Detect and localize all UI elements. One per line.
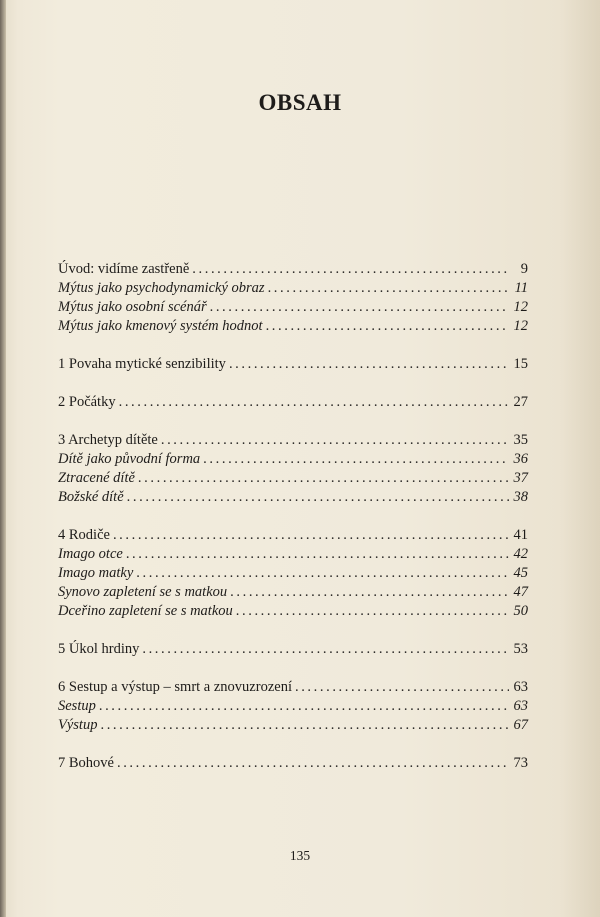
toc-leader-dots	[99, 697, 509, 716]
toc-entry	[58, 393, 528, 412]
toc-entry-label: Božské dítě	[58, 489, 124, 505]
toc-subentry	[58, 564, 528, 583]
toc-leader-dots	[230, 583, 509, 602]
toc-entry-page: 12	[513, 318, 528, 334]
toc-group-chapter-2	[58, 393, 528, 412]
toc-entry-page: 12	[513, 299, 528, 315]
toc-entry-page: 11	[514, 280, 528, 296]
toc-subentry	[58, 279, 528, 298]
toc-entry-page: 50	[513, 603, 528, 619]
page-title: OBSAH	[258, 90, 342, 115]
toc-entry-label: Dceřino zapletení se s matkou	[58, 603, 233, 619]
toc-entry-page: 63	[513, 698, 528, 714]
toc-leader-dots	[203, 450, 509, 469]
toc-leader-dots	[192, 260, 509, 279]
toc-entry	[58, 260, 528, 279]
binding-edge	[0, 0, 6, 917]
toc-leader-dots	[136, 564, 509, 583]
toc-entry-label: Mýtus jako psychodynamický obraz	[58, 280, 265, 296]
toc-entry	[58, 526, 528, 545]
toc-entry	[58, 640, 528, 659]
toc-entry-page: 45	[513, 565, 528, 581]
toc-entry-label: Výstup	[58, 717, 98, 733]
toc-group-intro	[58, 260, 528, 336]
toc-subentry	[58, 488, 528, 507]
toc-subentry	[58, 298, 528, 317]
toc-group-chapter-5	[58, 640, 528, 659]
toc-entry-label: 2 Počátky	[58, 394, 116, 410]
toc-subentry	[58, 469, 528, 488]
toc-entry-page: 63	[513, 679, 528, 695]
toc-leader-dots	[268, 279, 509, 298]
toc-leader-dots	[142, 640, 509, 659]
toc-group-chapter-4	[58, 526, 528, 621]
toc-entry-page: 67	[513, 717, 528, 733]
toc-entry-label: Úvod: vidíme zastřeně	[58, 261, 190, 277]
toc-leader-dots	[127, 488, 509, 507]
toc-entry-page: 15	[513, 356, 528, 372]
toc-entry-label: 5 Úkol hrdiny	[58, 641, 140, 657]
toc-subentry	[58, 317, 528, 336]
toc-entry-label: 4 Rodiče	[58, 527, 110, 543]
toc-group-chapter-7	[58, 754, 528, 773]
toc-entry	[58, 678, 528, 697]
toc-leader-dots	[295, 678, 509, 697]
toc-subentry	[58, 583, 528, 602]
toc-leader-dots	[138, 469, 509, 488]
toc-entry-page: 9	[520, 261, 528, 277]
toc-entry-page: 35	[513, 432, 528, 448]
toc-entry	[58, 431, 528, 450]
toc-leader-dots	[100, 716, 509, 735]
toc-entry-label: 7 Bohové	[58, 755, 114, 771]
toc-subentry	[58, 697, 528, 716]
page-number: 135	[289, 848, 311, 863]
toc-subentry	[58, 716, 528, 735]
toc-entry-label: 1 Povaha mytické senzibility	[58, 356, 226, 372]
toc-subentry	[58, 450, 528, 469]
toc-entry-label: Sestup	[58, 698, 96, 714]
toc-entry-label: Dítě jako původní forma	[58, 451, 201, 467]
toc-leader-dots	[229, 355, 509, 374]
toc-entry-label: Imago matky	[58, 565, 134, 581]
toc-leader-dots	[266, 317, 509, 336]
toc-entry-page: 42	[513, 546, 528, 562]
toc-leader-dots	[119, 393, 509, 412]
toc-entry-page: 73	[513, 755, 528, 771]
toc-entry-label: 6 Sestup a výstup – smrt a znovuzrození	[58, 679, 292, 695]
table-of-contents	[58, 260, 528, 773]
toc-entry-label: Ztracené dítě	[58, 470, 135, 486]
toc-group-chapter-1	[58, 355, 528, 374]
toc-entry-label: Imago otce	[58, 546, 123, 562]
toc-subentry	[58, 602, 528, 621]
toc-entry-page: 37	[513, 470, 528, 486]
toc-entry	[58, 355, 528, 374]
toc-entry-page: 36	[513, 451, 528, 467]
toc-leader-dots	[236, 602, 509, 621]
toc-entry-label: 3 Archetyp dítěte	[58, 432, 158, 448]
toc-entry-label: Synovo zapletení se s matkou	[58, 584, 228, 600]
toc-subentry	[58, 545, 528, 564]
toc-leader-dots	[113, 526, 509, 545]
toc-group-chapter-3	[58, 431, 528, 507]
toc-group-chapter-6	[58, 678, 528, 735]
toc-entry-label: Mýtus jako osobní scénář	[58, 299, 207, 315]
toc-entry-label: Mýtus jako kmenový systém hodnot	[58, 318, 263, 334]
toc-entry-page: 53	[513, 641, 528, 657]
toc-leader-dots	[117, 754, 509, 773]
toc-leader-dots	[210, 298, 509, 317]
toc-entry-page: 38	[513, 489, 528, 505]
toc-entry	[58, 754, 528, 773]
toc-leader-dots	[161, 431, 509, 450]
toc-entry-page: 41	[513, 527, 528, 543]
toc-leader-dots	[126, 545, 509, 564]
toc-entry-page: 47	[513, 584, 528, 600]
toc-entry-page: 27	[513, 394, 528, 410]
